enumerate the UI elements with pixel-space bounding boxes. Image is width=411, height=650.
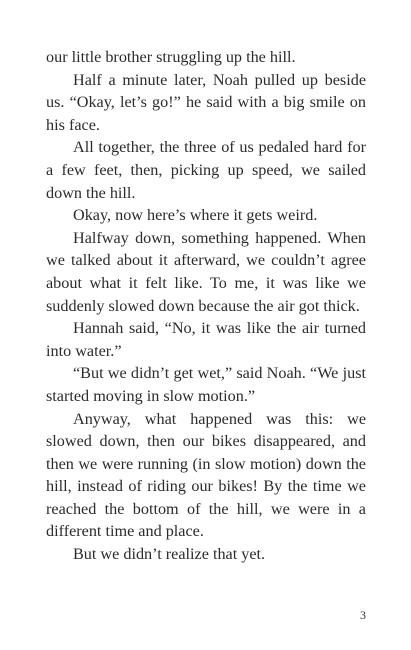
- paragraph-1: our little brother struggling up the hill.: [46, 48, 296, 66]
- page-number: 3: [360, 608, 366, 622]
- paragraph-8: Anyway, what happened was this: we slowed down, then our bikes disappeared, and then we were running (in slow motion) down the hill, instead of riding our bikes! By the time we reached the bottom of the hill, we were in a different time and place.: [46, 409, 366, 541]
- body-text: [46, 46, 366, 566]
- paragraph-9: But we didn’t realize that yet.: [73, 545, 266, 564]
- paragraph-4: Okay, now here’s where it gets weird.: [73, 206, 318, 225]
- paragraph-2: Half a minute later, Noah pulled up beside us. “Okay, let’s go!” he said with a big smile on his face.: [46, 70, 366, 134]
- paragraph-3: All together, the three of us pedaled hard for a few feet, then, picking up speed, we sailed down the hill.: [46, 138, 366, 202]
- paragraph-5: Halfway down, something happened. When we talked about it afterward, we couldn’t agree about what it felt like. To me, it was like we suddenly slowed down because the air got thick.: [46, 228, 366, 315]
- paragraph-6: Hannah said, “No, it was like the air turned into water.”: [46, 319, 366, 360]
- paragraph-7: “But we didn’t get wet,” said Noah. “We just started moving in slow motion.”: [46, 364, 366, 405]
